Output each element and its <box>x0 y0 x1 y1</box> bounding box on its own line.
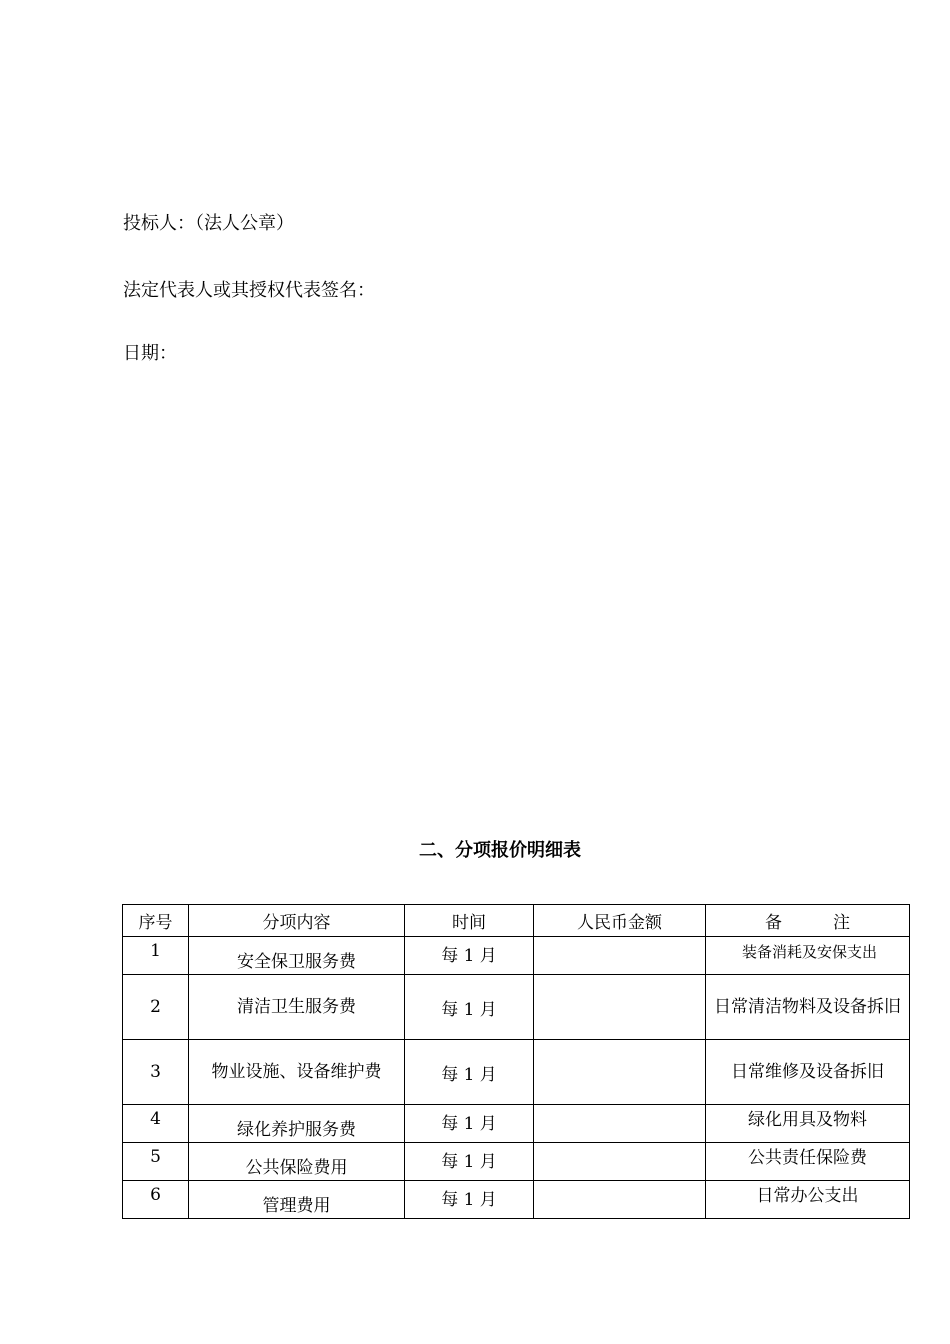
section-title: 二、分项报价明细表 <box>419 840 581 861</box>
cell-note: 日常清洁物料及设备拆旧 <box>706 975 910 1040</box>
cell-time: 每 1 月 <box>405 1040 534 1105</box>
cell-amount[interactable] <box>534 1181 706 1219</box>
cell-amount[interactable] <box>534 975 706 1040</box>
cell-note: 日常维修及设备拆旧 <box>706 1040 910 1105</box>
cell-amount[interactable] <box>534 1143 706 1181</box>
table-row <box>123 1143 910 1181</box>
bidder-seal-line: 投标人：（法人公章） <box>123 213 294 234</box>
cell-no: 3 <box>123 1040 189 1105</box>
cell-note: 日常办公支出 <box>706 1181 910 1219</box>
cell-item: 公共保险费用 <box>189 1143 405 1181</box>
date-line: 日期： <box>123 343 177 364</box>
table-header-row <box>123 905 910 937</box>
cell-note: 绿化用具及物料 <box>706 1105 910 1143</box>
table-row <box>123 937 910 975</box>
cell-time: 每 1 月 <box>405 1143 534 1181</box>
cell-no: 4 <box>123 1105 189 1143</box>
header-no: 序号 <box>123 905 189 937</box>
itemized-quote-table <box>122 904 910 1219</box>
cell-item: 物业设施、设备维护费 <box>189 1040 405 1105</box>
cell-time: 每 1 月 <box>405 1181 534 1219</box>
cell-item: 管理费用 <box>189 1181 405 1219</box>
cell-item: 清洁卫生服务费 <box>189 975 405 1040</box>
cell-no: 2 <box>123 975 189 1040</box>
cell-no: 5 <box>123 1143 189 1181</box>
cell-amount[interactable] <box>534 937 706 975</box>
header-item: 分项内容 <box>189 905 405 937</box>
cell-amount[interactable] <box>534 1105 706 1143</box>
representative-signature-line: 法定代表人或其授权代表签名： <box>123 280 375 301</box>
cell-time: 每 1 月 <box>405 975 534 1040</box>
header-time: 时间 <box>405 905 534 937</box>
cell-time: 每 1 月 <box>405 937 534 975</box>
table-row <box>123 1105 910 1143</box>
cell-note: 公共责任保险费 <box>706 1143 910 1181</box>
cell-time: 每 1 月 <box>405 1105 534 1143</box>
cell-no: 6 <box>123 1181 189 1219</box>
header-note: 备 注 <box>706 905 910 937</box>
cell-note-text: 装备消耗及安保支出 <box>741 943 877 961</box>
cell-no: 1 <box>123 937 189 975</box>
table-row <box>123 1040 910 1105</box>
cell-note <box>706 937 910 975</box>
header-amount: 人民币金额 <box>534 905 706 937</box>
table-row <box>123 975 910 1040</box>
cell-amount[interactable] <box>534 1040 706 1105</box>
table-row <box>123 1181 910 1219</box>
cell-item: 安全保卫服务费 <box>189 937 405 975</box>
cell-item: 绿化养护服务费 <box>189 1105 405 1143</box>
